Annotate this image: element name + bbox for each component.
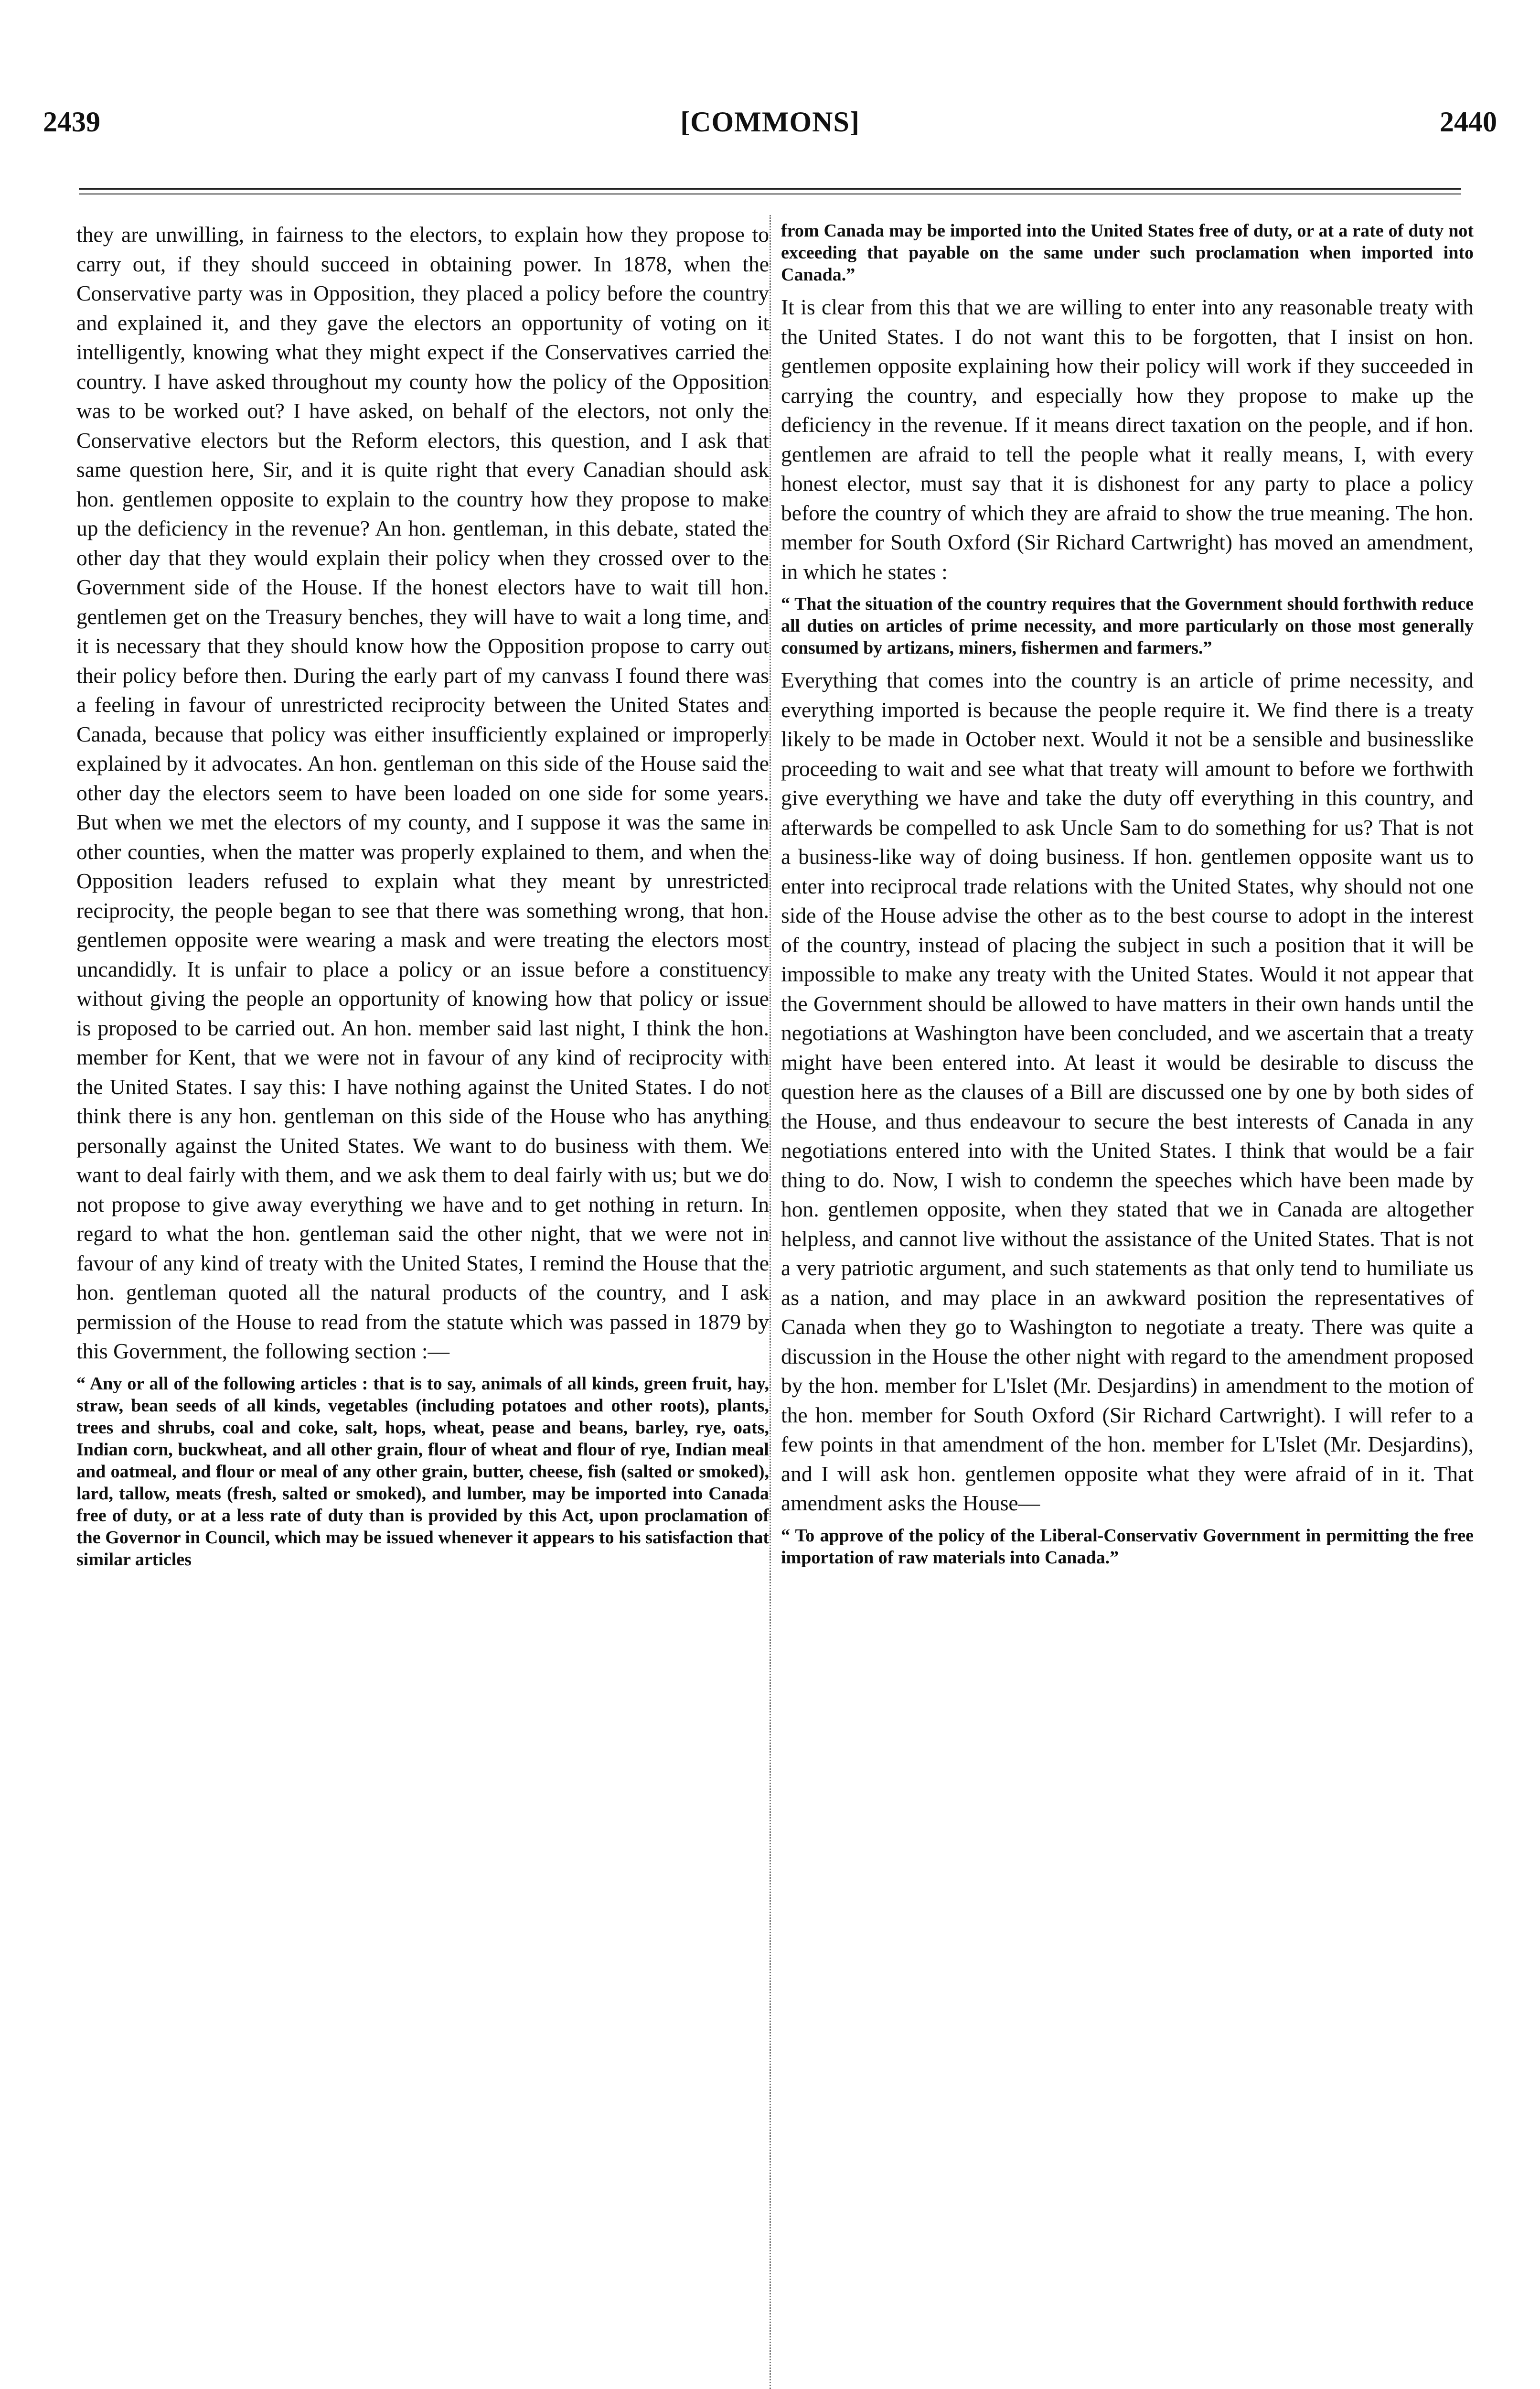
page-header	[43, 103, 1497, 141]
left-column	[76, 220, 769, 2389]
header-rule	[79, 188, 1461, 190]
page-number-left: 2439	[43, 106, 100, 138]
page-number-right: 2440	[1440, 106, 1497, 138]
statute-quote-continued: from Canada may be imported into the United States free of duty, or at a rate of duty not exceeding that payable on the same under such proclamation when imported into Canada.”	[781, 221, 1474, 285]
right-column	[781, 220, 1474, 2389]
statute-quote: “ Any or all of the following articles : that is to say, animals of all kinds, green fruit, hay, straw, bean seeds of all kinds, vegetables (including potatoes and other roots), plants, trees and shrubs, coal and coke, salt, hops, wheat, pease and beans, barley, rye, oats, Indian corn, buckwheat, and all other grain, flour of wheat and flour of rye, Indian meal and oatmeal, and flour or meal of any other grain, butter, cheese, fish (salted or smoked), lard, tallow, meats (fresh, salted or smoked), and lumber, may be imported into Canada free of duty, or at a less rate of duty than is provided by this Act, upon proclamation of the Governor in Council, which may be issued whenever it appears to his satisfaction that similar articles	[76, 1373, 769, 1570]
page-title: [COMMONS]	[680, 106, 860, 138]
desjardins-amendment-quote: “ To approve of the policy of the Liberal-Conservativ Government in permitting the free importation of raw materials into Canada.”	[781, 1525, 1474, 1568]
amendment-quote: “ That the situation of the country requires that the Government should forthwith reduce all duties on articles of prime necessity, and more particularly on those most generally consumed by artizans, miners, fishermen and farmers.”	[781, 594, 1474, 658]
right-paragraph-1: It is clear from this that we are willing to enter into any reasonable treaty with the United States. I do not want this to be forgotten, that I insist on hon. gentlemen opposite explaining how their policy will work if they succeeded in carrying the country, and especially how they propose to make up the deficiency in the revenue. If it means direct taxation on the people, and if hon. gentlemen are afraid to tell the people what it really means, I, with every honest elector, must say that it is dishonest for any party to place a policy before the country of which they are afraid to show the true meaning. The hon. member for South Oxford (Sir Richard Cartwright) has moved an amendment, in which he states :	[781, 295, 1474, 584]
left-paragraph-1: they are unwilling, in fairness to the electors, to explain how they propose to carry out, if they should succeed in obtaining power. In 1878, when the Conservative party was in Opposition, they placed a policy before the country and explained it, and they gave the electors an opportunity of voting on it intelligently, knowing what they might expect if the Conservatives carried the country. I have asked throughout my county how the policy of the Opposition was to be worked out? I have asked, on behalf of the electors, not only the Conservative electors but the Reform electors, this question, and I ask that same question here, Sir, and it is quite right that every Canadian should ask hon. gentlemen opposite to explain to the country how they propose to make up the deficiency in the revenue? An hon. gentleman, in this debate, stated the other day that they would explain their policy when they crossed over to the Government side of the House. If the honest electors have to wait till hon. gentlemen get on the Treasury benches, they will have to wait a long time, and it is necessary that they should know how the Opposition propose to carry out their policy before then. During the early part of my canvass I found there was a feeling in favour of unrestricted reciprocity between the United States and Canada, because that policy was either insufficiently explained or improperly explained by it advocates. An hon. gentleman on this side of the House said the other day the electors seem to have been loaded on one side for some years. But when we met the electors of my county, and I suppose it was the same in other counties, when the matter was properly explained to them, and when the Opposition leaders refused to explain what they meant by unrestricted reciprocity, the people began to see that there was something wrong, that hon. gentlemen opposite were wearing a mask and were treating the electors most uncandidly. It is unfair to place a policy or an issue before a constituency without giving the people an opportunity of knowing how that policy or issue is proposed to be carried out. An hon. member said last night, I think the hon. member for Kent, that we were not in favour of any kind of reciprocity with the United States. I say this: I have nothing against the United States. I do not think there is any hon. gentleman on this side of the House who has anything personally against the United States. We want to do business with them. We want to deal fairly with them, and we ask them to deal fairly with us; but we do not propose to give away everything we have and to get nothing in return. In regard to what the hon. gentleman said the other night, that we were not in favour of any kind of treaty with the United States, I remind the House that the hon. gentleman quoted all the natural products of the country, and I ask permission of the House to read from the statute which was passed in 1879 by this Government, the following section :—	[76, 222, 769, 1363]
right-paragraph-2: Everything that comes into the country is an article of prime necessity, and everything imported is because the people require it. We find there is a treaty likely to be made in October next. Would it not be a sensible and businesslike proceeding to wait and see what that treaty will amount to before we forthwith give everything we have and take the duty off everything in this country, and afterwards be compelled to ask Uncle Sam to do something for us? That is not a business-like way of doing business. If hon. gentlemen opposite want us to enter into reciprocal trade relations with the United States, why should not one side of the House advise the other as to the best course to adopt in the interest of the country, instead of placing the subject in such a position that it will be impossible to make any treaty with the United States. Would it not appear that the Government should be allowed to have matters in their own hands until the negotiations at Washington have been concluded, and we ascertain that a treaty might have been entered into. At least it would be desirable to discuss the question here as the clauses of a Bill are discussed one by one by both sides of the House, and thus endeavour to secure the best interests of Canada in any negotiations entered into with the United States. I think that would be a fair thing to do. Now, I wish to condemn the speeches which have been made by hon. gentlemen opposite, when they stated that we in Canada are altogether helpless, and cannot live without the assistance of the United States. That is not a very patriotic argument, and such statements as that only tend to humiliate us as a nation, and may place in an awkward position the representatives of Canada when they go to Washington to negotiate a treaty. There was quite a discussion in the House the other night with regard to the amendment proposed by the hon. member for L'Islet (Mr. Desjardins) in amendment to the motion of the hon. member for South Oxford (Sir Richard Cartwright). I will refer to a few points in that amendment of the hon. member for L'Islet (Mr. Desjardins), and I will ask hon. gentlemen opposite what they were afraid of in it. That amendment asks the House—	[781, 668, 1474, 1515]
column-divider	[770, 215, 771, 2389]
